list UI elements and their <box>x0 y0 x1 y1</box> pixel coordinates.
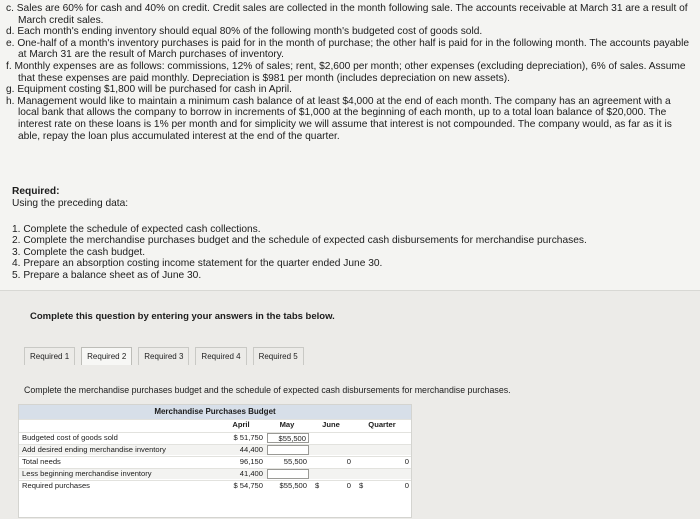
row-label: Less beginning merchandise inventory <box>22 469 152 478</box>
column-header-june: June <box>322 420 340 429</box>
required-section <box>12 186 128 210</box>
may-required-purchases-value: $55,500 <box>279 481 307 490</box>
budget-header-row <box>19 419 411 430</box>
tab-required-5[interactable]: Required 5 <box>253 347 304 365</box>
panel-prompt: Complete the merchandise purchases budget and the schedule of expected cash disbursements for merchandise purchases. <box>24 385 511 395</box>
may-cogs-input[interactable]: $55,500 <box>267 433 309 443</box>
budget-title: Merchandise Purchases Budget <box>19 405 411 419</box>
problem-item-f: f. Monthly expenses are as follows: commissions, 12% of sales; rent, $2,600 per month; other expenses (excluding depreciation), 6% of sales. Assume that these expenses are paid monthly. Depreciation is $981 per month (includes depreciation on new assets). <box>6 60 686 84</box>
april-total-needs-value: 96,150 <box>239 457 263 466</box>
table-row <box>19 432 411 443</box>
task-item: 2. Complete the merchandise purchases budget and the schedule of expected cash disbursements for merchandise purchases. <box>12 235 587 247</box>
tab-required-1[interactable]: Required 1 <box>24 347 75 365</box>
table-row <box>19 480 411 491</box>
april-required-purchases-value: $ 54,750 <box>233 481 263 490</box>
table-row <box>19 456 411 467</box>
table-row <box>19 444 411 455</box>
merchandise-purchases-budget <box>18 404 412 518</box>
answer-panel <box>0 290 700 519</box>
quarter-required-purchases-value: 0 <box>404 481 409 490</box>
row-label: Total needs <box>22 457 61 466</box>
required-subtitle: Using the preceding data: <box>12 198 129 209</box>
problem-item-e: e. One-half of a month's inventory purchases is paid for in the month of purchase; the other half is paid for in the following month. The accounts payable at March 31 are the result of March purchases of inventory. <box>6 37 690 61</box>
row-label: Budgeted cost of goods sold <box>22 433 118 442</box>
quarter-total-needs-value: 0 <box>404 457 409 466</box>
tab-bar <box>24 347 304 365</box>
april-ending-inventory-value: 44,400 <box>239 445 263 454</box>
problem-text <box>6 3 694 142</box>
task-item: 3. Complete the cash budget. <box>12 246 146 258</box>
row-label: Add desired ending merchandise inventory <box>22 445 166 454</box>
column-header-may: May <box>279 420 295 429</box>
column-header-quarter: Quarter <box>368 420 396 429</box>
tab-required-3[interactable]: Required 3 <box>138 347 189 365</box>
problem-item-d: d. Each month's ending inventory should equal 80% of the following month's budgeted cost of goods sold. <box>6 26 483 38</box>
task-item: 5. Prepare a balance sheet as of June 30. <box>12 269 202 281</box>
task-list <box>12 224 587 281</box>
panel-instruction: Complete this question by entering your answers in the tabs below. <box>30 311 335 322</box>
june-total-needs-value: 0 <box>346 457 351 466</box>
may-ending-inventory-input[interactable] <box>267 445 309 455</box>
may-total-needs-value: 55,500 <box>283 457 307 466</box>
quarter-dollar-sign: $ <box>359 481 364 490</box>
required-title: Required: <box>12 186 60 197</box>
problem-item-c: c. Sales are 60% for cash and 40% on credit. Credit sales are collected in the month following sale. The accounts receivable at March 31 are a result of March credit sales. <box>6 3 688 26</box>
april-cogs-value: $ 51,750 <box>233 433 263 442</box>
may-beginning-inventory-input[interactable] <box>267 469 309 479</box>
april-beginning-inventory-value: 41,400 <box>239 469 263 478</box>
task-item: 1. Complete the schedule of expected cash collections. <box>12 224 261 235</box>
table-row <box>19 468 411 479</box>
june-required-purchases-value: 0 <box>346 481 351 490</box>
task-item: 4. Prepare an absorption costing income statement for the quarter ended June 30. <box>12 258 383 270</box>
column-header-april: April <box>232 420 250 429</box>
tab-required-2[interactable]: Required 2 <box>81 347 132 365</box>
problem-item-g: g. Equipment costing $1,800 will be purchased for cash in April. <box>6 84 292 96</box>
row-label: Required purchases <box>22 481 90 490</box>
june-dollar-sign: $ <box>315 481 320 490</box>
problem-item-h: h. Management would like to maintain a minimum cash balance of at least $4,000 at the end of each month. The company has an agreement with a local bank that allows the company to borrow in increments of $1,000 at the beginning of each month, up to a total loan balance of $20,000. The interest rate on these loans is 1% per month and for simplicity we will assume that interest is not compounded. The company would, as far as it is able, repay the loan plus accumulated interest at the end of the quarter. <box>6 95 672 142</box>
tab-required-4[interactable]: Required 4 <box>195 347 246 365</box>
